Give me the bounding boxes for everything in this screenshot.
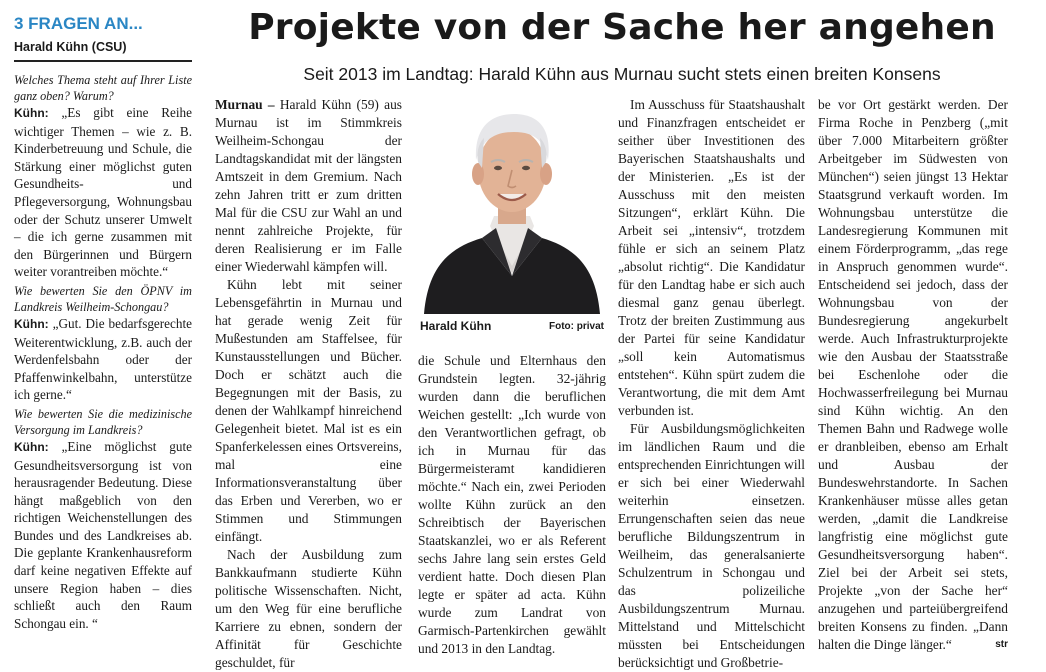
paragraph-text: Harald Kühn (59) aus Murnau ist im Stimmkreis Weilheim-Schongau der Landtagskandidat mit der längsten Amtszeit in dem Gremium. Nach zehn Jahren tritt er zum dritten Mal für die CSU zur Wahl an und nennt zahlreiche Projekte, für deren Realisierung er im Falle einer Wiederwahl kämpfen will. <box>215 97 402 274</box>
article-paragraph: Nach der Ausbildung zum Bankkaufmann studierte Kühn politische Wissenschaften. Nicht, um den Weg für eine berufliche Karriere zu ebnen, sondern der Affinität für Geschichte geschuldet, für <box>215 547 402 670</box>
article-paragraph: Für Ausbildungsmöglichkeiten im ländlichen Raum und die entsprechenden Einrichtungen will er sich bei einer Wiederwahl weiterhin einsetzen. Errungenschaften seien das neue berufliche Bildungszentrum in Weilheim, das generalsanierte Schulzentrum in Schongau und das polizeiliche Ausbildungszentrum Murnau. Mittelstand und Mittelschicht müssten bei Entscheidungen berücksichtigt und Großbetrie- <box>618 421 805 670</box>
sidebar-interviewee: Harald Kühn (CSU) <box>14 38 192 62</box>
portrait-photo <box>418 98 606 314</box>
article-paragraph <box>215 96 402 276</box>
answer-label: Kühn: <box>14 316 49 331</box>
paragraph-text: be vor Ort gestärkt werden. Der Firma Roche in Penzberg („mit über 7.000 Mitarbeitern größter Arbeitgeber im Südwesten von München“) seien jüngst 13 Hektar Staatsgrund verkauft worden. Im Wohnungsbau unterstütze die Landesregierung Kommunen mit einem Förderprogramm, „das rege in Anspruch genommen wurde“. Entscheidend sei jedoch, dass der Wohnungsbau von der Bundesregierung angekurbelt werde. Auch Infrastrukturprojekte wie den Ausbau der Staatsstraße bei Eschenlohe oder die Hochwasserfreilegung bei Murnau sind Kühn wichtig. An den Themen Bahn und Radwege wolle er dranbleiben, ebenso am Erhalt und Ausbau der Bundeswehrstandorte. In Sachen Krankenhäuser müsse alles getan werden, „damit die Landkreise langfristig eine möglichst gute Gesundheitsversorgung haben“. Ziel bei der Arbeit sei stets, Projekte „von der Sache her“ anzugehen und parteiübergreifend breiten Konsens zu finden. „Dann halten die Dinge länger.“ <box>818 97 1008 652</box>
article-paragraph: Kühn lebt mit seiner Lebensgefährtin in Murnau und hat gerade wenig Zeit für Mußestunden am Staffelsee, für Kunstausstellungen und Bücher. Doch er schätzt auch die Begegnungen mit der Basis, zu denen der Wahlkampf hinreichend Gelegenheit bietet. Mal ist es ein Spanferkelessen eines Ortsvereins, mal eine Informationsveranstaltung über das Erben und Vererben, wo er Stimmen und Stimmungen einfängt. <box>215 277 402 544</box>
photo-credit: Foto: privat <box>549 321 604 332</box>
article-column-4 <box>818 96 1008 662</box>
article-headline: Projekte von der Sache her angehen <box>248 7 996 48</box>
question-1: Welches Thema steht auf Ihrer Liste ganz oben? Warum? <box>14 73 192 103</box>
article-paragraph: Im Ausschuss für Staatshaushalt und Finanzfragen entscheidet er seither über Investitionen des Bayerischen Staatshaushalts und der Ministerien. „Es ist der Ausschuss mit den meisten Sitzungen“, erklärt Kühn. Die Arbeit sei „intensiv“, trotzdem fühle er sich an seinem Platz „absolut richtig“. Die Kandidatur für den Landtag habe er sich auch diesmal ganz genau überlegt. Trotz der breiten Zustimmung aus der Partei für seine Kandidatur „soll kein Automatismus entstehen“. Kühn spürt zudem die Verantwortung, die mit dem Amt verbunden ist. <box>618 97 805 418</box>
interview-sidebar <box>14 14 192 664</box>
author-signature: str <box>995 639 1008 650</box>
article-paragraph <box>818 96 1008 654</box>
answer-1 <box>14 104 192 281</box>
article-column-1 <box>215 96 402 670</box>
answer-2 <box>14 315 192 404</box>
answer-3 <box>14 438 192 633</box>
question-3: Wie bewerten Sie die medizinische Versorgung im Landkreis? <box>14 406 192 437</box>
article-column-3 <box>618 96 805 670</box>
portrait-illustration <box>418 98 606 314</box>
article-column-2 <box>418 352 606 662</box>
sidebar-qa <box>14 72 192 632</box>
dateline: Murnau – <box>215 97 275 112</box>
article-paragraph: die Schule und Elternhaus den Grundstein legten. 32-jährig wurden dann die beruflichen Weichen gestellt: „Ich wurde von den Verantwortlichen gefragt, ob ich in Murnau für das Bürgermeisteramt kandidieren möchte.“ Nach ein, zwei Perioden wollte Kühn zurück an den Schreibtisch der Bayerischen Staatskanzlei, wo er als Referent sechs Jahre lang sein erstes Geld verdient hatte. Doch diesen Plan legte er später ad acta. Kühn wurde zum Landrat von Garmisch-Partenkirchen gewählt und 2013 in den Landtag. <box>418 353 606 656</box>
question-2: Wie bewerten Sie den ÖPNV im Landkreis Weilheim-Schongau? <box>14 283 192 314</box>
answer-label: Kühn: <box>14 106 49 120</box>
caption-name: Harald Kühn <box>420 319 492 333</box>
answer-text: „Eine möglichst gute Gesundheitsversorgung ist von herausragender Bedeutung. Diese hängt maßgeblich von den richtigen Weichenstellungen des Bundes und des Landkreises ab. Die geplante Krankenhausreform darf keine negativen Effekte auf unsere Region haben – dies schließt auch den Raum Schongau ein. “ <box>14 438 193 631</box>
sidebar-kicker: 3 FRAGEN AN... <box>14 14 143 33</box>
answer-text: „Es gibt eine Reihe wichtiger Themen – wie z. B. Kinderbetreuung und Schule, die Stärkung einer möglichst guten Gesundheits- und Pflegeversorgung, Wohnungsbau oder der Schutz unserer Umwelt – die ich gerne zusammen mit den Bürgerinnen und Bürgern weiter vorantreiben möchte.“ <box>14 105 192 280</box>
article-subheadline: Seit 2013 im Landtag: Harald Kühn aus Murnau sucht stets einen breiten Konsens <box>303 64 941 84</box>
answer-text: „Gut. Die bedarfsgerechte Weiterentwicklung, z.B. auch der Werdenfelsbahn oder der Pfaffenwinkelbahn, unterstütze ich gerne.“ <box>14 315 192 403</box>
answer-label: Kühn: <box>14 439 49 454</box>
